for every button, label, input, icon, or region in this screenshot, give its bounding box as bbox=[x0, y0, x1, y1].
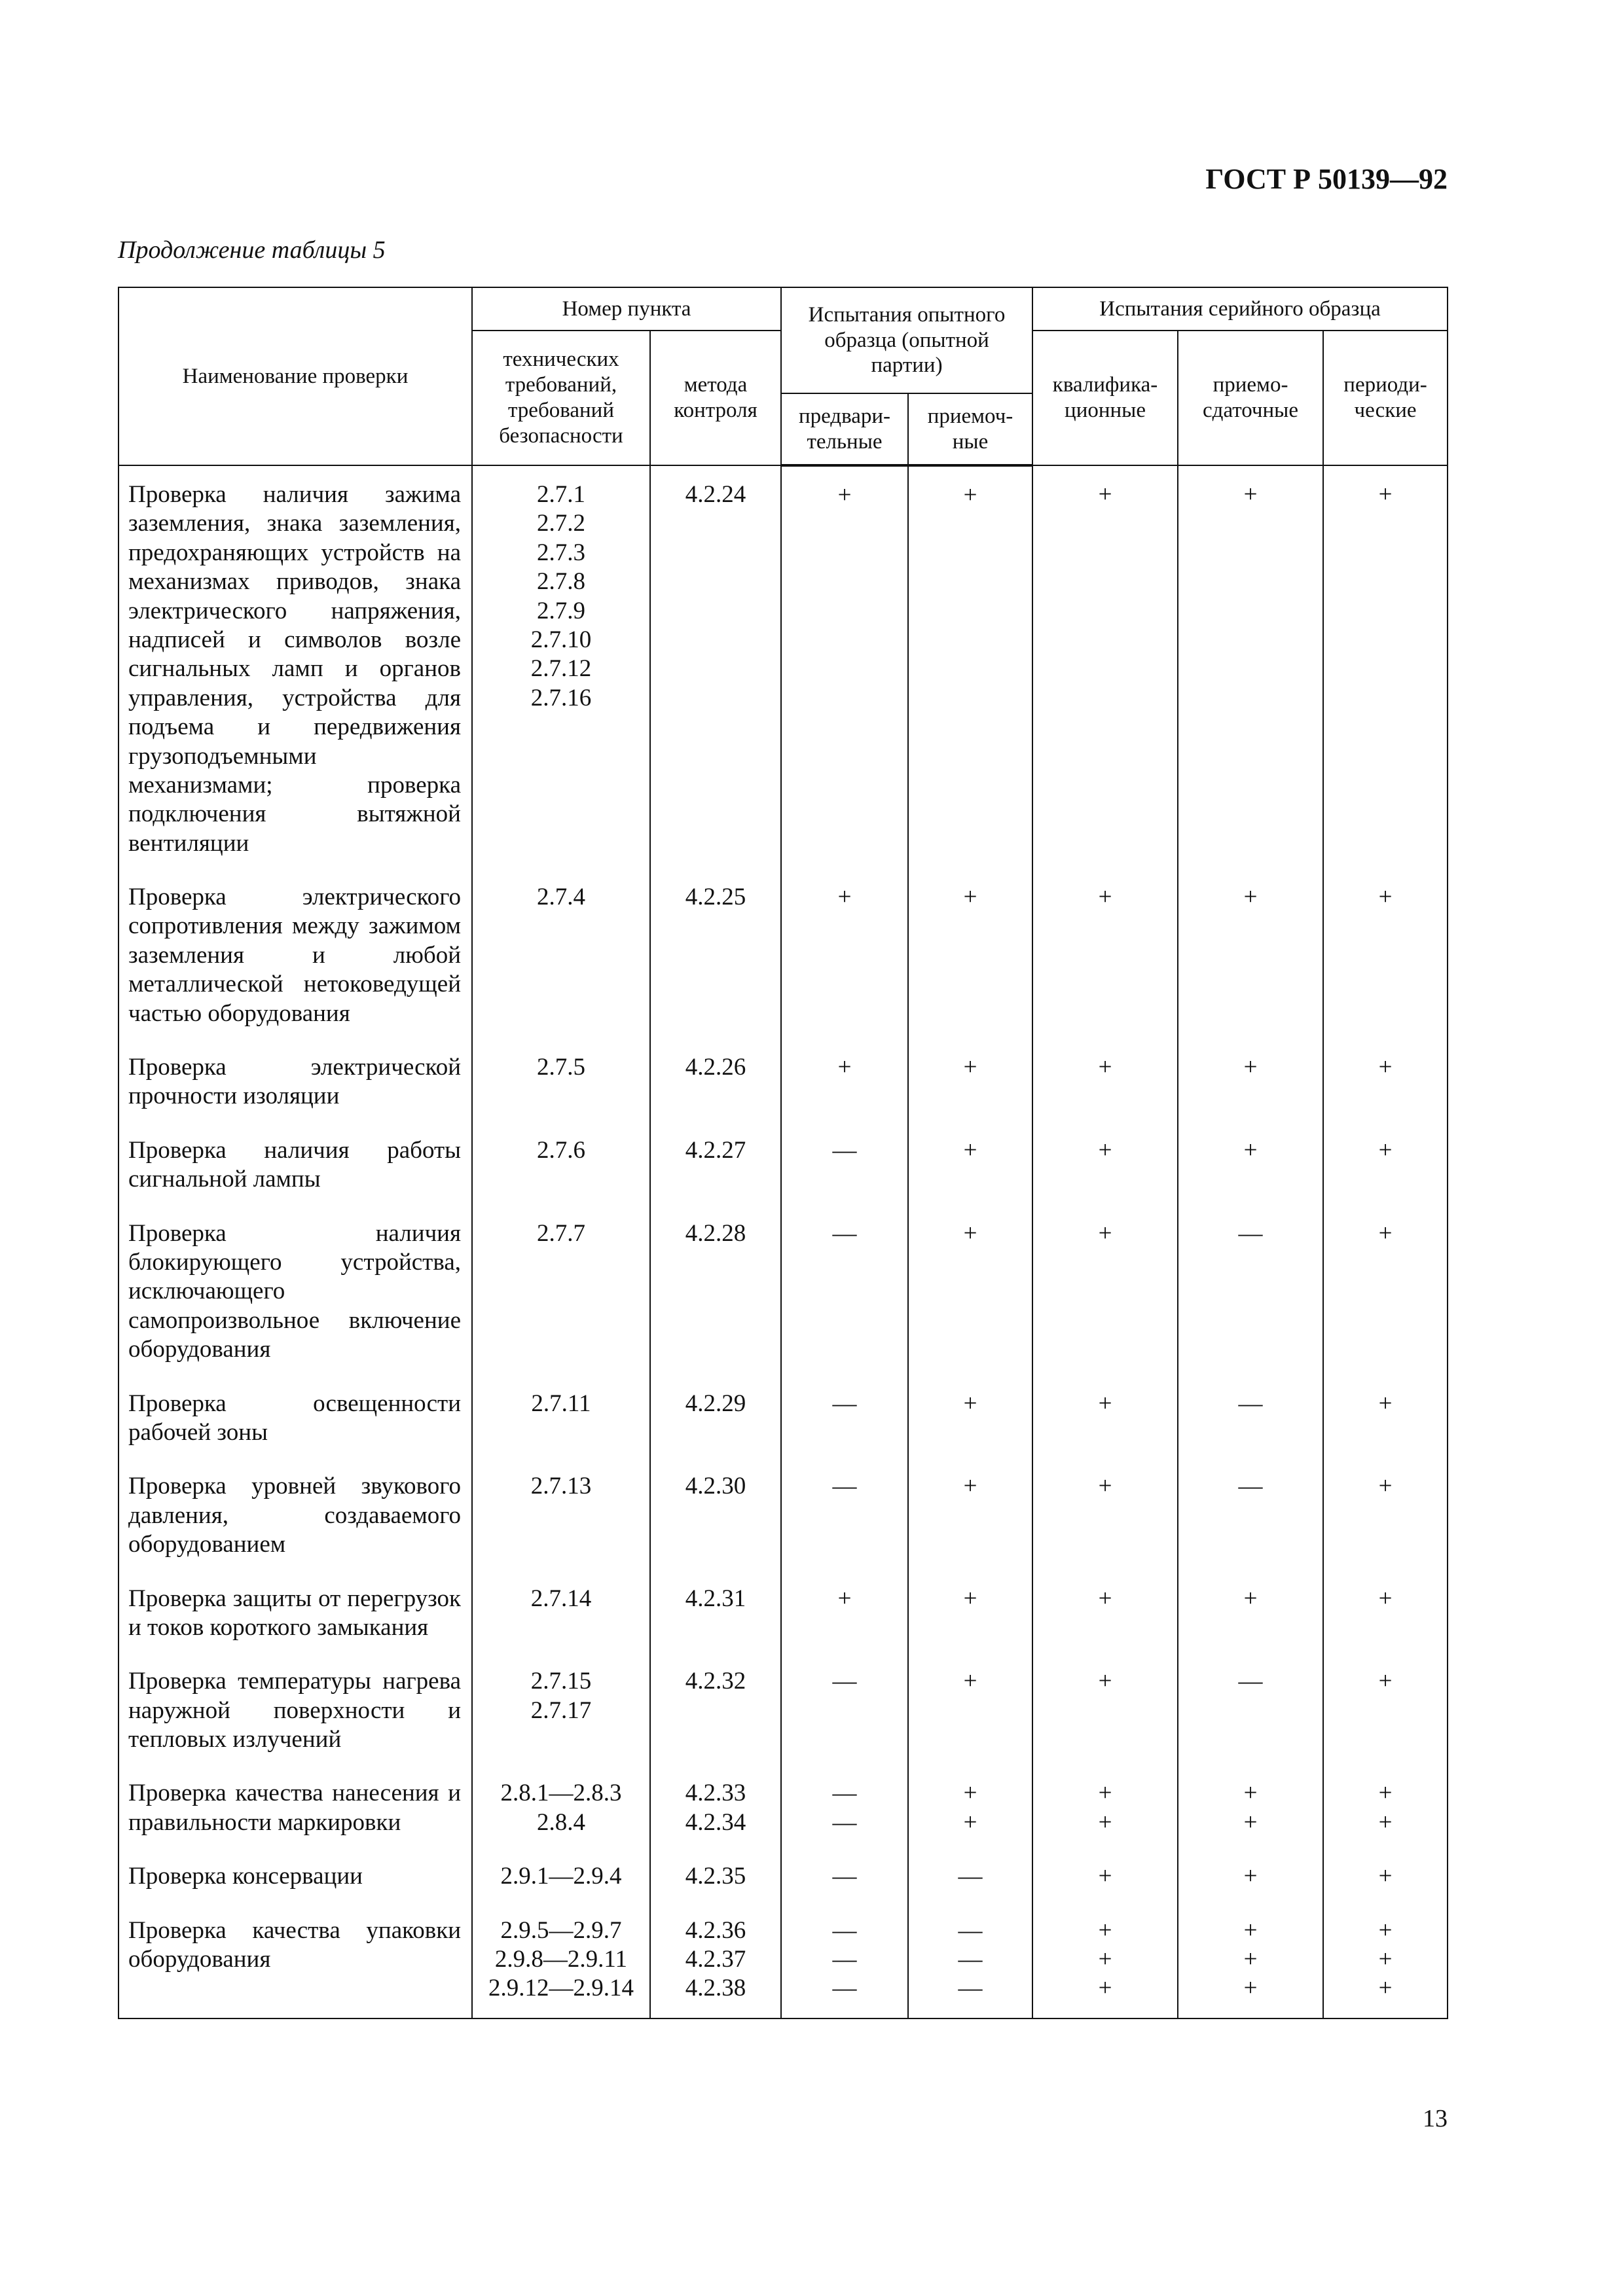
cell-value: 2.7.13 bbox=[530, 1473, 592, 1500]
tech-requirement-cell bbox=[472, 1657, 650, 1768]
cell-value: — bbox=[832, 1863, 857, 1890]
cell-value: 2.9.1—2.9.4 bbox=[500, 1863, 622, 1890]
check-name-cell: Проверка наличия работы сигнальной лампы bbox=[119, 1126, 472, 1209]
cell-value: 4.2.27 bbox=[685, 1136, 746, 1164]
cell-value: + bbox=[963, 1136, 977, 1164]
preliminary-cell bbox=[781, 1906, 908, 2018]
preliminary-cell bbox=[781, 1379, 908, 1462]
cell-value: + bbox=[1098, 1780, 1112, 1807]
periodic-cell bbox=[1323, 465, 1448, 872]
cell-value: + bbox=[1243, 1054, 1258, 1081]
control-method-cell bbox=[650, 1379, 781, 1462]
cell-value: + bbox=[1098, 1219, 1112, 1247]
cell-value: — bbox=[832, 1946, 857, 1973]
periodic-cell bbox=[1323, 1768, 1448, 1852]
control-method-cell bbox=[650, 1043, 781, 1126]
cell-value: 4.2.38 bbox=[685, 1975, 746, 2002]
preliminary-cell bbox=[781, 1462, 908, 1573]
periodic-cell bbox=[1323, 1462, 1448, 1573]
check-name-cell: Проверка консервации bbox=[119, 1852, 472, 1905]
qualification-cell bbox=[1032, 1126, 1178, 1209]
header-tech-requirements: технических требований, требований безопасности bbox=[472, 331, 650, 465]
cell-value: + bbox=[963, 1585, 977, 1612]
cell-value: 2.7.8 bbox=[537, 568, 585, 596]
cell-value: 4.2.28 bbox=[685, 1219, 746, 1247]
control-method-cell bbox=[650, 1574, 781, 1657]
preliminary-cell bbox=[781, 1126, 908, 1209]
acceptance-cell bbox=[908, 1379, 1032, 1462]
delivery-cell bbox=[1178, 1657, 1323, 1768]
cell-value: + bbox=[963, 1473, 977, 1500]
table-row bbox=[119, 1126, 1448, 1209]
cell-value: — bbox=[958, 1916, 983, 1944]
delivery-cell bbox=[1178, 1906, 1323, 2018]
cell-value: + bbox=[963, 1219, 977, 1247]
periodic-cell bbox=[1323, 1852, 1448, 1905]
header-qualification: квалифика-ционные bbox=[1032, 331, 1178, 465]
acceptance-cell bbox=[908, 1209, 1032, 1379]
qualification-cell bbox=[1032, 872, 1178, 1043]
check-name-cell: Проверка наличия зажима заземления, знака заземления, предохраняющих устройств на механизмах приводов, знака электрического напряжения, надписей и символов возле сигнальных ламп и органов управления, устройства для подъема и передвижения грузоподъемными механизмами; проверка подключения вытяжной вентиляции bbox=[119, 465, 472, 872]
cell-value: — bbox=[958, 1975, 983, 2002]
cell-value: 2.7.12 bbox=[530, 655, 592, 683]
cell-value: 2.7.10 bbox=[530, 626, 592, 653]
qualification-cell bbox=[1032, 1379, 1178, 1462]
header-check-name: Наименование проверки bbox=[119, 287, 472, 465]
cell-value: 2.7.14 bbox=[530, 1585, 592, 1612]
delivery-cell bbox=[1178, 1852, 1323, 1905]
document-code: ГОСТ Р 50139—92 bbox=[1205, 163, 1448, 195]
tech-requirement-cell bbox=[472, 1852, 650, 1905]
header-serial-tests: Испытания серийного образца bbox=[1032, 287, 1448, 331]
cell-value: — bbox=[832, 1780, 857, 1807]
delivery-cell bbox=[1178, 1574, 1323, 1657]
cell-value: + bbox=[1243, 1585, 1258, 1612]
cell-value: + bbox=[1243, 884, 1258, 911]
cell-value: + bbox=[1378, 1473, 1393, 1500]
cell-value: 2.7.17 bbox=[530, 1696, 592, 1724]
cell-value: + bbox=[1243, 1975, 1258, 2002]
delivery-cell bbox=[1178, 1379, 1323, 1462]
header-preliminary: предвари-тельные bbox=[781, 393, 908, 465]
cell-value: 2.7.4 bbox=[537, 884, 585, 911]
table-row bbox=[119, 1574, 1448, 1657]
cell-value: 4.2.33 bbox=[685, 1780, 746, 1807]
control-method-cell bbox=[650, 1462, 781, 1573]
cell-value: 2.7.11 bbox=[531, 1390, 591, 1417]
delivery-cell bbox=[1178, 1043, 1323, 1126]
cell-value: + bbox=[1098, 884, 1112, 911]
cell-value: 4.2.36 bbox=[685, 1916, 746, 1944]
preliminary-cell bbox=[781, 1657, 908, 1768]
cell-value: — bbox=[832, 1668, 857, 1695]
cell-value: + bbox=[1098, 1975, 1112, 2002]
cell-value: + bbox=[963, 1780, 977, 1807]
cell-value: — bbox=[958, 1863, 983, 1890]
cell-value: + bbox=[1378, 1219, 1393, 1247]
header-item-number: Номер пункта bbox=[472, 287, 781, 331]
control-method-cell bbox=[650, 1657, 781, 1768]
cell-value: + bbox=[1378, 1136, 1393, 1164]
cell-value: + bbox=[1098, 1473, 1112, 1500]
cell-value: 2.7.15 bbox=[530, 1668, 592, 1695]
cell-value: + bbox=[1243, 1916, 1258, 1944]
preliminary-cell bbox=[781, 465, 908, 872]
cell-value: 2.9.8—2.9.11 bbox=[494, 1946, 628, 1973]
cell-value: + bbox=[1098, 1054, 1112, 1081]
cell-value: — bbox=[832, 1136, 857, 1164]
control-method-cell bbox=[650, 1126, 781, 1209]
cell-value: + bbox=[1098, 1808, 1112, 1836]
check-name-cell: Проверка наличия блокирующего устройства, исключающего самопроизвольное включение оборудования bbox=[119, 1209, 472, 1379]
periodic-cell bbox=[1323, 1906, 1448, 2018]
tech-requirement-cell bbox=[472, 1379, 650, 1462]
control-method-cell bbox=[650, 1209, 781, 1379]
cell-value: 4.2.26 bbox=[685, 1054, 746, 1081]
check-name-cell: Проверка освещенности рабочей зоны bbox=[119, 1379, 472, 1462]
cell-value: + bbox=[963, 482, 977, 509]
acceptance-cell bbox=[908, 1574, 1032, 1657]
cell-value: + bbox=[1098, 1916, 1112, 1944]
cell-value: 4.2.29 bbox=[685, 1390, 746, 1417]
cell-value: + bbox=[1098, 481, 1112, 508]
cell-value: — bbox=[1238, 1219, 1263, 1247]
cell-value: 4.2.32 bbox=[685, 1668, 746, 1695]
table-row bbox=[119, 1043, 1448, 1126]
delivery-cell bbox=[1178, 872, 1323, 1043]
header-delivery: приемо-сдаточные bbox=[1178, 331, 1323, 465]
tech-requirement-cell bbox=[472, 1768, 650, 1852]
cell-value: — bbox=[832, 1219, 857, 1247]
check-name-cell: Проверка электрической прочности изоляции bbox=[119, 1043, 472, 1126]
cell-value: + bbox=[1098, 1946, 1112, 1973]
cell-value: 2.8.1—2.8.3 bbox=[500, 1780, 622, 1807]
cell-value: 2.7.5 bbox=[537, 1054, 585, 1081]
preliminary-cell bbox=[781, 1768, 908, 1852]
preliminary-cell bbox=[781, 1852, 908, 1905]
cell-value: + bbox=[1378, 1668, 1393, 1695]
control-method-cell bbox=[650, 872, 781, 1043]
preliminary-cell bbox=[781, 872, 908, 1043]
periodic-cell bbox=[1323, 1043, 1448, 1126]
cell-value: — bbox=[1238, 1390, 1263, 1417]
cell-value: 2.7.16 bbox=[530, 684, 592, 711]
cell-value: + bbox=[1378, 1975, 1393, 2002]
cell-value: + bbox=[963, 1390, 977, 1417]
acceptance-cell bbox=[908, 1906, 1032, 2018]
tech-requirement-cell bbox=[472, 1043, 650, 1126]
table-row bbox=[119, 872, 1448, 1043]
cell-value: 2.7.2 bbox=[537, 510, 585, 537]
qualification-cell bbox=[1032, 1906, 1178, 2018]
qualification-cell bbox=[1032, 1043, 1178, 1126]
cell-value: + bbox=[963, 1054, 977, 1081]
cell-value: + bbox=[1378, 1390, 1393, 1417]
cell-value: + bbox=[1243, 1946, 1258, 1973]
table-body bbox=[119, 465, 1448, 2018]
header-control-method: метода контроля bbox=[650, 331, 781, 465]
periodic-cell bbox=[1323, 1126, 1448, 1209]
cell-value: + bbox=[1243, 1136, 1258, 1164]
cell-value: — bbox=[1238, 1668, 1263, 1695]
cell-value: 4.2.30 bbox=[685, 1473, 746, 1500]
cell-value: 2.9.5—2.9.7 bbox=[500, 1916, 622, 1944]
cell-value: + bbox=[837, 1585, 852, 1612]
table-row bbox=[119, 1462, 1448, 1573]
qualification-cell bbox=[1032, 1462, 1178, 1573]
control-method-cell bbox=[650, 1906, 781, 2018]
periodic-cell bbox=[1323, 1574, 1448, 1657]
periodic-cell bbox=[1323, 872, 1448, 1043]
check-name-cell: Проверка качества упаковки оборудования bbox=[119, 1906, 472, 2018]
control-method-cell bbox=[650, 1852, 781, 1905]
cell-value: + bbox=[1243, 481, 1258, 508]
cell-value: + bbox=[963, 884, 977, 911]
cell-value: 4.2.31 bbox=[685, 1585, 746, 1612]
table-row bbox=[119, 1657, 1448, 1768]
table-row bbox=[119, 1852, 1448, 1905]
header-acceptance: приемоч-ные bbox=[908, 393, 1032, 465]
preliminary-cell bbox=[781, 1043, 908, 1126]
acceptance-cell bbox=[908, 465, 1032, 872]
table-row bbox=[119, 1768, 1448, 1852]
acceptance-cell bbox=[908, 1126, 1032, 1209]
cell-value: + bbox=[1243, 1780, 1258, 1807]
cell-value: + bbox=[1378, 1808, 1393, 1836]
preliminary-cell bbox=[781, 1209, 908, 1379]
cell-value: 2.7.7 bbox=[537, 1219, 585, 1247]
cell-value: 2.7.6 bbox=[537, 1136, 585, 1164]
preliminary-cell bbox=[781, 1574, 908, 1657]
table-caption: Продолжение таблицы 5 bbox=[118, 236, 386, 264]
check-name-cell: Проверка качества нанесения и правильности маркировки bbox=[119, 1768, 472, 1852]
cell-value: + bbox=[1378, 1054, 1393, 1081]
cell-value: + bbox=[1098, 1863, 1112, 1890]
cell-value: 2.7.1 bbox=[537, 481, 585, 508]
cell-value: + bbox=[1098, 1585, 1112, 1612]
cell-value: + bbox=[1378, 1585, 1393, 1612]
control-method-cell bbox=[650, 1768, 781, 1852]
cell-value: + bbox=[1378, 1916, 1393, 1944]
cell-value: + bbox=[1098, 1136, 1112, 1164]
check-name-cell: Проверка электрического сопротивления между зажимом заземления и любой металлической нетоковедущей частью оборудования bbox=[119, 872, 472, 1043]
qualification-cell bbox=[1032, 465, 1178, 872]
periodic-cell bbox=[1323, 1379, 1448, 1462]
qualification-cell bbox=[1032, 1768, 1178, 1852]
cell-value: + bbox=[963, 1808, 977, 1836]
cell-value: + bbox=[837, 482, 852, 509]
cell-value: + bbox=[1243, 1863, 1258, 1890]
qualification-cell bbox=[1032, 1209, 1178, 1379]
cell-value: + bbox=[1378, 1780, 1393, 1807]
cell-value: + bbox=[1378, 481, 1393, 508]
cell-value: + bbox=[1378, 1946, 1393, 1973]
cell-value: — bbox=[832, 1473, 857, 1500]
qualification-cell bbox=[1032, 1852, 1178, 1905]
cell-value: + bbox=[1098, 1668, 1112, 1695]
cell-value: + bbox=[963, 1668, 977, 1695]
tech-requirement-cell bbox=[472, 1906, 650, 2018]
cell-value: + bbox=[837, 1054, 852, 1081]
acceptance-cell bbox=[908, 1657, 1032, 1768]
header-prototype-tests: Испытания опытного образца (опытной партии) bbox=[781, 287, 1032, 393]
header-periodic: периоди-ческие bbox=[1323, 331, 1448, 465]
qualification-cell bbox=[1032, 1574, 1178, 1657]
check-name-cell: Проверка защиты от перегрузок и токов короткого замыкания bbox=[119, 1574, 472, 1657]
tech-requirement-cell bbox=[472, 872, 650, 1043]
delivery-cell bbox=[1178, 1209, 1323, 1379]
periodic-cell bbox=[1323, 1209, 1448, 1379]
tech-requirement-cell bbox=[472, 465, 650, 872]
page-number: 13 bbox=[1423, 2105, 1448, 2132]
cell-value: + bbox=[1378, 1863, 1393, 1890]
cell-value: — bbox=[832, 1975, 857, 2002]
qualification-cell bbox=[1032, 1657, 1178, 1768]
cell-value: — bbox=[832, 1916, 857, 1944]
cell-value: 2.9.12—2.9.14 bbox=[488, 1975, 634, 2002]
delivery-cell bbox=[1178, 1462, 1323, 1573]
cell-value: 4.2.37 bbox=[685, 1946, 746, 1973]
delivery-cell bbox=[1178, 1768, 1323, 1852]
checks-table bbox=[118, 287, 1448, 2019]
cell-value: — bbox=[832, 1808, 857, 1836]
check-name-cell: Проверка температуры нагрева наружной поверхности и тепловых излучений bbox=[119, 1657, 472, 1768]
cell-value: + bbox=[1098, 1390, 1112, 1417]
cell-value: 2.8.4 bbox=[537, 1808, 585, 1836]
tech-requirement-cell bbox=[472, 1462, 650, 1573]
table-row bbox=[119, 1906, 1448, 2018]
tech-requirement-cell bbox=[472, 1126, 650, 1209]
cell-value: — bbox=[1238, 1473, 1263, 1500]
table-row bbox=[119, 1209, 1448, 1379]
delivery-cell bbox=[1178, 465, 1323, 872]
tech-requirement-cell bbox=[472, 1574, 650, 1657]
cell-value: 4.2.24 bbox=[685, 481, 746, 508]
cell-value: + bbox=[837, 884, 852, 911]
check-name-cell: Проверка уровней звукового давления, создаваемого оборудованием bbox=[119, 1462, 472, 1573]
cell-value: + bbox=[1243, 1808, 1258, 1836]
cell-value: + bbox=[1378, 884, 1393, 911]
cell-value: 4.2.25 bbox=[685, 884, 746, 911]
acceptance-cell bbox=[908, 1462, 1032, 1573]
cell-value: 4.2.34 bbox=[685, 1808, 746, 1836]
cell-value: 2.7.9 bbox=[537, 597, 585, 624]
cell-value: 4.2.35 bbox=[685, 1863, 746, 1890]
tech-requirement-cell bbox=[472, 1209, 650, 1379]
cell-value: — bbox=[832, 1390, 857, 1417]
cell-value: — bbox=[958, 1946, 983, 1973]
acceptance-cell bbox=[908, 1852, 1032, 1905]
acceptance-cell bbox=[908, 1768, 1032, 1852]
control-method-cell bbox=[650, 465, 781, 872]
table-header bbox=[119, 287, 1448, 465]
acceptance-cell bbox=[908, 1043, 1032, 1126]
periodic-cell bbox=[1323, 1657, 1448, 1768]
table-row bbox=[119, 1379, 1448, 1462]
acceptance-cell bbox=[908, 872, 1032, 1043]
delivery-cell bbox=[1178, 1126, 1323, 1209]
table-row bbox=[119, 465, 1448, 872]
cell-value: 2.7.3 bbox=[537, 539, 585, 566]
